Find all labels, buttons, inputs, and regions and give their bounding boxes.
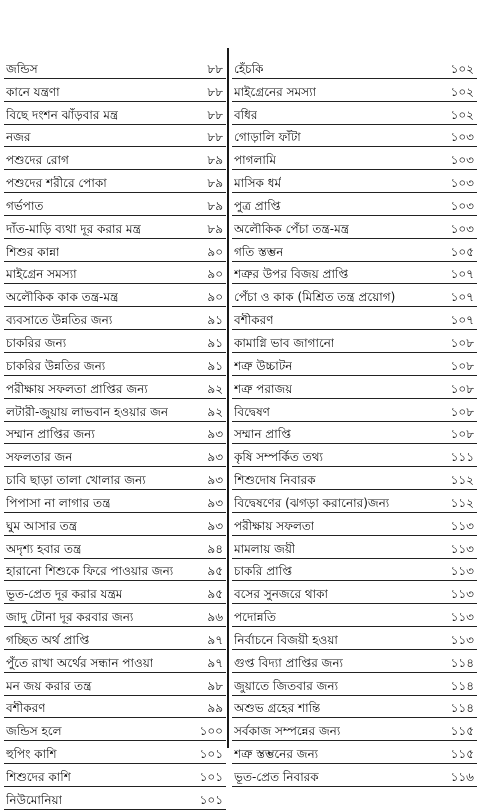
entry-page-number: ১১৪ — [450, 655, 474, 670]
index-entry — [232, 490, 477, 513]
entry-page-number: ৯৮ — [207, 678, 223, 693]
index-entry — [232, 79, 477, 102]
entry-title: শিশুদের কাশি — [6, 770, 71, 784]
index-entry — [232, 444, 477, 467]
entry-title: ভূত-প্রেত নিবারক — [234, 770, 319, 784]
entry-title: জুয়াতে জিতবার জন্য — [234, 678, 339, 693]
entry-title: হারানো শিশুকে ফিরে পাওয়ার জন্য — [6, 564, 174, 579]
entry-title: অলৌকিক কাক তন্ত্র-মন্ত্র — [6, 290, 119, 305]
entry-title: দাঁত-মাড়ি ব্যথা দূর করার মন্ত্র — [6, 221, 141, 236]
entry-title: সম্মান প্রাপ্তি — [234, 427, 292, 442]
entry-title: মন জয় করার তন্ত্র — [6, 678, 92, 693]
index-entry — [232, 376, 477, 399]
entry-page-number: ১১২ — [450, 473, 474, 488]
entry-title: মাইগ্রেনের সমস্যা — [234, 84, 317, 99]
entry-page-number: ১০১ — [199, 747, 223, 762]
entry-page-number: ১১৩ — [450, 518, 474, 533]
entry-page-number: ১০৩ — [450, 198, 474, 213]
entry-page-number: ১১৩ — [450, 632, 474, 647]
entry-page-number: ৮৮ — [207, 107, 223, 122]
index-entry — [232, 627, 477, 650]
entry-title: কানে যন্ত্রণা — [6, 84, 60, 99]
entry-page-number: ১০৩ — [450, 153, 474, 168]
entry-page-number: ৮৮ — [207, 84, 223, 99]
index-entry — [4, 79, 226, 102]
entry-title: শত্রু উচ্চাটন — [234, 358, 293, 373]
entry-title: কামাগ্নি ভাব জাগানো — [234, 335, 335, 350]
entry-title: ভূত-প্রেত দূর করার যন্ত্রম — [6, 587, 123, 602]
entry-title: মামলায় জয়ী — [234, 541, 296, 556]
index-entry — [4, 125, 226, 148]
entry-page-number: ১০৭ — [450, 267, 474, 282]
index-entry — [4, 444, 226, 467]
entry-title: বিদ্বেষণ — [234, 404, 270, 419]
index-entry — [4, 581, 226, 604]
entry-page-number: ১০৩ — [450, 176, 474, 191]
index-entry — [232, 741, 477, 764]
index-entry — [232, 353, 477, 376]
entry-page-number: ১১২ — [450, 495, 474, 510]
index-entry — [4, 399, 226, 422]
index-entry — [4, 147, 226, 170]
index-entry — [232, 559, 477, 582]
index-entry — [232, 262, 477, 285]
index-entry — [232, 650, 477, 673]
entry-title: পেঁচা ও কাক (মিশ্রিত তন্ত্র প্রয়োগ) — [234, 290, 396, 305]
entry-title: পশুদের রোগ — [6, 153, 69, 168]
entry-page-number: ৯৫ — [207, 564, 223, 579]
entry-title: জন্ডিস হলে — [6, 724, 62, 739]
entry-page-number: ৯০ — [207, 244, 223, 259]
index-entry — [4, 650, 226, 673]
entry-title: শত্রুর উপর বিজয় প্রাপ্তি — [234, 267, 349, 282]
index-entry — [232, 147, 477, 170]
index-entry — [4, 627, 226, 650]
entry-title: গর্ভপাত — [6, 198, 44, 213]
index-entry — [232, 399, 477, 422]
entry-title: চাকরি প্রাপ্তি — [234, 564, 292, 579]
index-entry — [4, 170, 226, 193]
entry-title: শিশুর কান্না — [6, 244, 60, 259]
index-entry — [4, 56, 226, 79]
entry-page-number: ৯০ — [207, 267, 223, 282]
index-entry — [4, 353, 226, 376]
entry-title: গোড়ালি ফাঁটা — [234, 130, 301, 145]
index-entry — [232, 536, 477, 559]
entry-page-number: ৯৫ — [207, 587, 223, 602]
entry-page-number: ৯২ — [207, 381, 223, 396]
index-right-column — [232, 56, 477, 787]
entry-page-number: ৯০ — [207, 290, 223, 305]
entry-page-number: ১০৫ — [450, 244, 474, 259]
entry-page-number: ৯৩ — [207, 518, 223, 533]
entry-page-number: ৮৯ — [207, 153, 223, 168]
index-entry — [4, 376, 226, 399]
index-entry — [4, 239, 226, 262]
entry-title: পদোন্নতি — [234, 610, 277, 625]
index-entry — [232, 216, 477, 239]
entry-title: পরীক্ষায় সফলতা — [234, 518, 315, 533]
entry-page-number: ১০০ — [199, 724, 223, 739]
index-entry — [4, 559, 226, 582]
entry-title: সর্বকাজ সম্পন্নের জন্য — [234, 724, 341, 739]
entry-title: অদৃশ্য হবার তন্ত্র — [6, 541, 82, 556]
index-entry — [4, 262, 226, 285]
entry-title: সফলতার জন — [6, 450, 73, 465]
entry-title: অশুভ গ্রহের শান্তি — [234, 701, 321, 716]
entry-page-number: ১০১ — [199, 792, 223, 807]
index-entry — [232, 56, 477, 79]
index-entry — [4, 696, 226, 719]
entry-title: নির্বাচনে বিজয়ী হওয়া — [234, 632, 338, 647]
entry-page-number: ৯৩ — [207, 473, 223, 488]
entry-page-number: ৮৮ — [207, 61, 223, 76]
entry-page-number: ১১৩ — [450, 564, 474, 579]
index-entry — [232, 718, 477, 741]
entry-page-number: ৯৩ — [207, 450, 223, 465]
entry-title: বশীকরণ — [234, 313, 274, 328]
entry-title: হুপিং কাশি — [6, 747, 57, 762]
index-entry — [4, 467, 226, 490]
entry-page-number: ১০৮ — [450, 358, 474, 373]
column-divider — [227, 48, 229, 748]
entry-page-number: ৯২ — [207, 404, 223, 419]
index-entry — [232, 604, 477, 627]
entry-title: গতি স্তম্ভন — [234, 244, 284, 259]
entry-title: মাইগ্রেন সমস্যা — [6, 267, 77, 282]
entry-title: পুঁতে রাখা অর্থের সন্ধান পাওয়া — [6, 655, 154, 670]
index-entry — [232, 696, 477, 719]
index-left-column — [4, 56, 226, 810]
entry-title: গুপ্ত বিদ্যা প্রাপ্তির জন্য — [234, 655, 344, 670]
entry-title: শিশুদোষ নিবারক — [234, 473, 316, 488]
entry-title: ব্যবসাতে উন্নতির জন্য — [6, 313, 113, 328]
index-entry — [4, 787, 226, 810]
entry-title: জন্ডিস — [6, 61, 38, 76]
entry-title: বিছে দংশন ঝাঁড়বার মন্ত্র — [6, 107, 119, 122]
entry-title: পাগলামি — [234, 153, 277, 168]
index-entry — [232, 422, 477, 445]
index-entry — [4, 741, 226, 764]
entry-title: পশুদের শরীরে পোকা — [6, 176, 107, 191]
entry-title: নিউমোনিয়া — [6, 792, 63, 807]
entry-page-number: ১০৮ — [450, 427, 474, 442]
entry-page-number: ১০১ — [199, 770, 223, 784]
index-entry — [4, 513, 226, 536]
entry-page-number: ১১৪ — [450, 678, 474, 693]
entry-title: লটারী-জুয়ায় লাভবান হওয়ার জন — [6, 404, 168, 419]
entry-page-number: ১১৫ — [450, 724, 474, 739]
entry-page-number: ১০২ — [450, 84, 474, 99]
entry-page-number: ১০২ — [450, 107, 474, 122]
entry-page-number: ১০৩ — [450, 221, 474, 236]
index-entry — [232, 102, 477, 125]
entry-page-number: ১০২ — [450, 61, 474, 76]
entry-title: সম্মান প্রাপ্তির জন্য — [6, 427, 95, 442]
entry-page-number: ৮৯ — [207, 198, 223, 213]
entry-page-number: ৮৯ — [207, 176, 223, 191]
index-entry — [232, 764, 477, 787]
index-entry — [232, 330, 477, 353]
entry-title: হেঁচকি — [234, 61, 264, 76]
entry-page-number: ১০৮ — [450, 381, 474, 396]
entry-page-number: ১১৩ — [450, 587, 474, 602]
entry-page-number: ৯৯ — [207, 701, 223, 716]
entry-page-number: ৯১ — [207, 335, 223, 350]
entry-page-number: ৯৪ — [207, 541, 223, 556]
index-entry — [232, 170, 477, 193]
index-entry — [232, 673, 477, 696]
entry-page-number: ৯১ — [207, 358, 223, 373]
entry-title: মাসিক ধর্ম — [234, 176, 282, 191]
entry-page-number: ৯৭ — [207, 655, 223, 670]
entry-title: শত্রু স্তম্ভনের জন্য — [234, 747, 319, 762]
entry-page-number: ৯৬ — [207, 610, 223, 625]
index-entry — [232, 239, 477, 262]
entry-title: নজর — [6, 130, 31, 145]
index-entry — [232, 193, 477, 216]
entry-page-number: ১০৭ — [450, 313, 474, 328]
index-entry — [4, 718, 226, 741]
index-entry — [4, 102, 226, 125]
index-entry — [4, 604, 226, 627]
entry-page-number: ১০৮ — [450, 404, 474, 419]
entry-page-number: ৯৭ — [207, 632, 223, 647]
entry-page-number: ৮৮ — [207, 130, 223, 145]
entry-page-number: ১১৫ — [450, 747, 474, 762]
index-entry — [4, 490, 226, 513]
entry-title: কৃষি সম্পর্কিত তথ্য — [234, 450, 323, 465]
index-entry — [4, 284, 226, 307]
index-entry — [4, 673, 226, 696]
index-entry — [232, 307, 477, 330]
entry-title: বশীকরণ — [6, 701, 46, 716]
entry-title: চাবি ছাড়া তালা খোলার জন্য — [6, 473, 146, 488]
entry-page-number: ১১৩ — [450, 610, 474, 625]
entry-title: পিপাসা না লাগার তন্ত্র — [6, 495, 111, 510]
index-entry — [4, 330, 226, 353]
entry-title: বসের সুনজরে থাকা — [234, 587, 329, 602]
entry-page-number: ১১৩ — [450, 541, 474, 556]
index-entry — [232, 513, 477, 536]
entry-title: চাকরির উন্নতির জন্য — [6, 358, 106, 373]
entry-page-number: ১০৮ — [450, 335, 474, 350]
index-entry — [232, 467, 477, 490]
entry-title: বধির — [234, 107, 258, 122]
index-entry — [4, 536, 226, 559]
entry-title: ঘুম আসার তন্ত্র — [6, 518, 78, 533]
entry-page-number: ১০৭ — [450, 290, 474, 305]
entry-title: গচ্ছিত অর্থ প্রাপ্তি — [6, 632, 90, 647]
entry-title: বিদ্বেষণের (ঝগড়া করানোর)জন্য — [234, 495, 390, 510]
index-entry — [232, 125, 477, 148]
entry-title: শত্রু পরাজয় — [234, 381, 293, 396]
entry-page-number: ১১১ — [450, 450, 474, 465]
entry-page-number: ৯৩ — [207, 495, 223, 510]
entry-title: চাকরির জন্য — [6, 335, 67, 350]
entry-page-number: ৯১ — [207, 313, 223, 328]
entry-page-number: ১১৬ — [450, 770, 474, 784]
index-entry — [4, 422, 226, 445]
index-entry — [4, 193, 226, 216]
index-entry — [232, 581, 477, 604]
index-entry — [4, 764, 226, 787]
index-entry — [4, 216, 226, 239]
entry-title: পরীক্ষায় সফলতা প্রাপ্তির জন্য — [6, 381, 148, 396]
entry-page-number: ১০৩ — [450, 130, 474, 145]
entry-page-number: ৮৯ — [207, 221, 223, 236]
entry-page-number: ৯৩ — [207, 427, 223, 442]
entry-title: পুত্র প্রাপ্তি — [234, 198, 281, 213]
index-entry — [232, 284, 477, 307]
index-entry — [4, 307, 226, 330]
entry-title: জাদু টোনা দূর করবার জন্য — [6, 610, 134, 625]
entry-title: অলৌকিক পেঁচা তন্ত্র-মন্ত্র — [234, 221, 350, 236]
entry-page-number: ১১৪ — [450, 701, 474, 716]
